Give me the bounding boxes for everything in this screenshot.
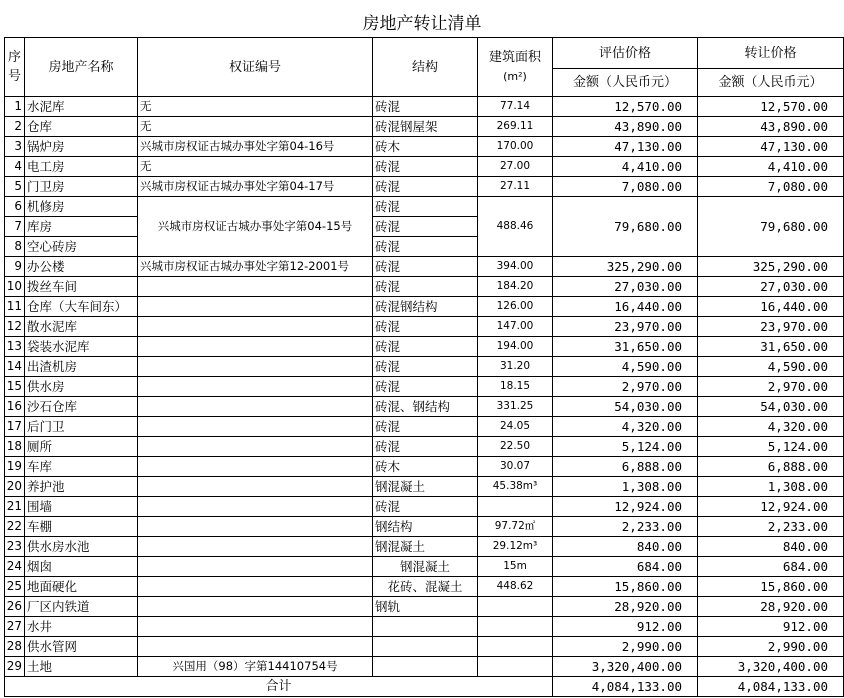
row-property-name: 车棚 [25,517,138,537]
row-cert-number: 无 [138,117,373,137]
table-row [5,277,844,297]
row-property-name: 袋装水泥库 [25,337,138,357]
table-row [5,177,844,197]
header-eval: 评估价格 [553,38,698,69]
row-area: 194.00 [478,337,553,357]
row-cert-number: 兴城市房权证古城办事处字第04-16号 [138,137,373,157]
row-area: 77.14 [478,97,553,117]
row-area [478,497,553,517]
table-row [5,517,844,537]
row-eval-price: 27,030.00 [553,277,698,297]
row-property-name: 散水泥库 [25,317,138,337]
row-cert-number [138,397,373,417]
row-property-name: 土地 [25,657,138,677]
row-eval-price: 54,030.00 [553,397,698,417]
row-eval-price: 12,924.00 [553,497,698,517]
table-row [5,477,844,497]
table-row [5,317,844,337]
row-area: 18.15 [478,377,553,397]
row-index: 9 [5,257,25,277]
row-eval-price: 12,570.00 [553,97,698,117]
row-cert-number [138,517,373,537]
table-row [5,357,844,377]
row-property-name: 机修房 [25,197,138,217]
row-structure: 砖混 [373,157,478,177]
row-structure: 砖混 [373,337,478,357]
header-name: 房地产名称 [25,38,138,97]
table-row [5,97,844,117]
row-structure: 砖混 [373,357,478,377]
row-structure: 砖混 [373,177,478,197]
total-row [5,677,844,697]
header-transfer: 转让价格 [698,38,844,69]
total-eval-price: 4,084,133.00 [553,677,698,697]
row-eval-price: 2,990.00 [553,637,698,657]
row-property-name: 空心砖房 [25,237,138,257]
row-property-name: 仓库（大车间东） [25,297,138,317]
row-structure: 砖混 [373,97,478,117]
row-cert-number [138,637,373,657]
row-transfer-price: 4,320.00 [698,417,844,437]
row-property-name: 拨丝车间 [25,277,138,297]
row-transfer-price: 2,233.00 [698,517,844,537]
row-index: 17 [5,417,25,437]
row-structure: 钢混凝土 [373,537,478,557]
table-row [5,197,844,217]
table-row [5,437,844,457]
row-transfer-price: 840.00 [698,537,844,557]
row-property-name: 烟囱 [25,557,138,577]
row-transfer-price: 7,080.00 [698,177,844,197]
row-cert-number: 无 [138,97,373,117]
row-area [478,637,553,657]
row-cert-number [138,277,373,297]
row-index: 10 [5,277,25,297]
table-row [5,337,844,357]
row-area: 184.20 [478,277,553,297]
row-property-name: 供水房水池 [25,537,138,557]
table-row [5,537,844,557]
row-index: 26 [5,597,25,617]
row-structure: 钢混凝土 [373,557,478,577]
row-area: 97.72㎡ [478,517,553,537]
row-index: 4 [5,157,25,177]
row-transfer-price: 12,570.00 [698,97,844,117]
row-eval-price: 912.00 [553,617,698,637]
row-eval-price: 3,320,400.00 [553,657,698,677]
row-index: 22 [5,517,25,537]
row-property-name: 围墙 [25,497,138,517]
row-area: 331.25 [478,397,553,417]
row-index: 18 [5,437,25,457]
row-index: 24 [5,557,25,577]
row-transfer-price: 79,680.00 [698,197,844,257]
row-property-name: 沙石仓库 [25,397,138,417]
row-index: 23 [5,537,25,557]
row-structure: 砖混 [373,197,478,217]
row-cert-number [138,357,373,377]
row-structure: 花砖、混凝土 [373,577,478,597]
row-property-name: 办公楼 [25,257,138,277]
header-struct: 结构 [373,38,478,97]
row-eval-price: 16,440.00 [553,297,698,317]
row-cert-number: 兴城市房权证古城办事处字第04-17号 [138,177,373,197]
row-eval-price: 2,970.00 [553,377,698,397]
row-transfer-price: 43,890.00 [698,117,844,137]
row-transfer-price: 684.00 [698,557,844,577]
row-transfer-price: 16,440.00 [698,297,844,317]
row-property-name: 锅炉房 [25,137,138,157]
row-eval-price: 15,860.00 [553,577,698,597]
row-eval-price: 4,410.00 [553,157,698,177]
row-eval-price: 79,680.00 [553,197,698,257]
row-area: 448.62 [478,577,553,597]
row-eval-price: 325,290.00 [553,257,698,277]
header-transfer-sub: 金额（人民币元） [698,69,844,97]
row-cert-number [138,437,373,457]
row-structure: 钢混凝土 [373,477,478,497]
row-structure: 钢结构 [373,517,478,537]
table-row [5,157,844,177]
row-eval-price: 31,650.00 [553,337,698,357]
row-structure: 砖混 [373,417,478,437]
table-row [5,137,844,157]
table-row [5,657,844,677]
row-transfer-price: 325,290.00 [698,257,844,277]
row-area: 29.12m³ [478,537,553,557]
row-property-name: 地面硬化 [25,577,138,597]
row-index: 6 [5,197,25,217]
row-transfer-price: 47,130.00 [698,137,844,157]
row-transfer-price: 54,030.00 [698,397,844,417]
row-cert-number [138,317,373,337]
row-cert-number: 无 [138,157,373,177]
row-cert-number [138,557,373,577]
row-area: 147.00 [478,317,553,337]
table-row [5,597,844,617]
row-eval-price: 23,970.00 [553,317,698,337]
table-row [5,297,844,317]
table-row [5,397,844,417]
row-property-name: 供水管网 [25,637,138,657]
row-property-name: 仓库 [25,117,138,137]
row-eval-price: 6,888.00 [553,457,698,477]
row-area: 126.00 [478,297,553,317]
row-property-name: 车库 [25,457,138,477]
row-structure: 砖混 [373,497,478,517]
row-transfer-price: 912.00 [698,617,844,637]
row-index: 20 [5,477,25,497]
row-eval-price: 4,590.00 [553,357,698,377]
row-transfer-price: 28,920.00 [698,597,844,617]
table-row [5,257,844,277]
row-structure: 砖混 [373,377,478,397]
row-transfer-price: 2,990.00 [698,637,844,657]
row-cert-number: 兴国用（98）字第14410754号 [138,657,373,677]
row-eval-price: 840.00 [553,537,698,557]
header-seq-label: 序号 [7,50,21,84]
row-index: 15 [5,377,25,397]
row-index: 3 [5,137,25,157]
row-index: 14 [5,357,25,377]
row-cert-number [138,617,373,637]
row-area: 27.00 [478,157,553,177]
table-row [5,417,844,437]
header-seq [5,38,25,97]
row-structure: 砖混 [373,217,478,237]
table-row [5,577,844,597]
row-area [478,657,553,677]
row-property-name: 水泥库 [25,97,138,117]
row-area: 22.50 [478,437,553,457]
table-row [5,457,844,477]
row-cert-number [138,337,373,357]
row-structure [373,657,478,677]
document-title: 房地产转让清单 [362,14,482,34]
row-index: 5 [5,177,25,197]
table-row [5,497,844,517]
total-label: 合计 [5,677,553,697]
row-area: 170.00 [478,137,553,157]
row-transfer-price: 31,650.00 [698,337,844,357]
row-area: 15m [478,557,553,577]
row-cert-number [138,597,373,617]
row-index: 2 [5,117,25,137]
row-cert-number: 兴城市房权证古城办事处字第04-15号 [138,197,373,257]
row-transfer-price: 1,308.00 [698,477,844,497]
row-eval-price: 47,130.00 [553,137,698,157]
row-transfer-price: 4,410.00 [698,157,844,177]
row-index: 13 [5,337,25,357]
row-structure: 砖混 [373,257,478,277]
row-structure: 砖混钢屋架 [373,117,478,137]
row-transfer-price: 3,320,400.00 [698,657,844,677]
row-index: 11 [5,297,25,317]
row-area: 31.20 [478,357,553,377]
row-eval-price: 7,080.00 [553,177,698,197]
row-cert-number [138,577,373,597]
row-eval-price: 684.00 [553,557,698,577]
row-structure: 钢轨 [373,597,478,617]
row-cert-number: 兴城市房权证古城办事处字第12-2001号 [138,257,373,277]
row-cert-number [138,457,373,477]
row-transfer-price: 5,124.00 [698,437,844,457]
row-structure [373,617,478,637]
header-area [478,38,553,97]
row-index: 16 [5,397,25,417]
row-index: 12 [5,317,25,337]
header-eval-sub: 金额（人民币元） [553,69,698,97]
row-cert-number [138,297,373,317]
row-property-name: 厂区内铁道 [25,597,138,617]
row-cert-number [138,497,373,517]
row-transfer-price: 6,888.00 [698,457,844,477]
row-transfer-price: 12,924.00 [698,497,844,517]
row-index: 19 [5,457,25,477]
row-cert-number [138,537,373,557]
row-structure: 砖混 [373,237,478,257]
row-index: 25 [5,577,25,597]
row-transfer-price: 2,970.00 [698,377,844,397]
row-area: 269.11 [478,117,553,137]
header-area-unit: (m²) [503,70,527,83]
row-property-name: 水井 [25,617,138,637]
property-transfer-table [4,37,844,697]
table-row [5,377,844,397]
row-index: 21 [5,497,25,517]
row-structure: 砖混 [373,277,478,297]
row-eval-price: 1,308.00 [553,477,698,497]
row-index: 8 [5,237,25,257]
row-area: 488.46 [478,197,553,257]
row-eval-price: 4,320.00 [553,417,698,437]
row-eval-price: 43,890.00 [553,117,698,137]
row-index: 29 [5,657,25,677]
row-property-name: 电工房 [25,157,138,177]
table-row [5,557,844,577]
row-area [478,597,553,617]
row-transfer-price: 23,970.00 [698,317,844,337]
row-eval-price: 5,124.00 [553,437,698,457]
row-structure: 砖混、钢结构 [373,397,478,417]
row-cert-number [138,477,373,497]
row-index: 1 [5,97,25,117]
row-eval-price: 28,920.00 [553,597,698,617]
table-row [5,637,844,657]
row-area: 24.05 [478,417,553,437]
row-transfer-price: 4,590.00 [698,357,844,377]
row-eval-price: 2,233.00 [553,517,698,537]
row-area: 394.00 [478,257,553,277]
row-property-name: 养护池 [25,477,138,497]
row-property-name: 供水房 [25,377,138,397]
table-row [5,617,844,637]
row-property-name: 后门卫 [25,417,138,437]
row-index: 27 [5,617,25,637]
row-area: 27.11 [478,177,553,197]
row-structure: 砖混钢结构 [373,297,478,317]
row-property-name: 厕所 [25,437,138,457]
row-property-name: 库房 [25,217,138,237]
total-transfer-price: 4,084,133.00 [698,677,844,697]
row-property-name: 出渣机房 [25,357,138,377]
row-area [478,617,553,637]
row-structure: 砖木 [373,137,478,157]
row-cert-number [138,377,373,397]
row-structure: 砖木 [373,457,478,477]
row-property-name: 门卫房 [25,177,138,197]
row-transfer-price: 27,030.00 [698,277,844,297]
row-area: 30.07 [478,457,553,477]
table-row [5,117,844,137]
row-index: 7 [5,217,25,237]
row-cert-number [138,417,373,437]
row-structure: 砖混 [373,317,478,337]
row-area: 45.38m³ [478,477,553,497]
row-transfer-price: 15,860.00 [698,577,844,597]
header-cert: 权证编号 [138,38,373,97]
row-structure: 砖混 [373,437,478,457]
row-structure [373,637,478,657]
header-area-label: 建筑面积 [488,50,541,65]
row-index: 28 [5,637,25,657]
